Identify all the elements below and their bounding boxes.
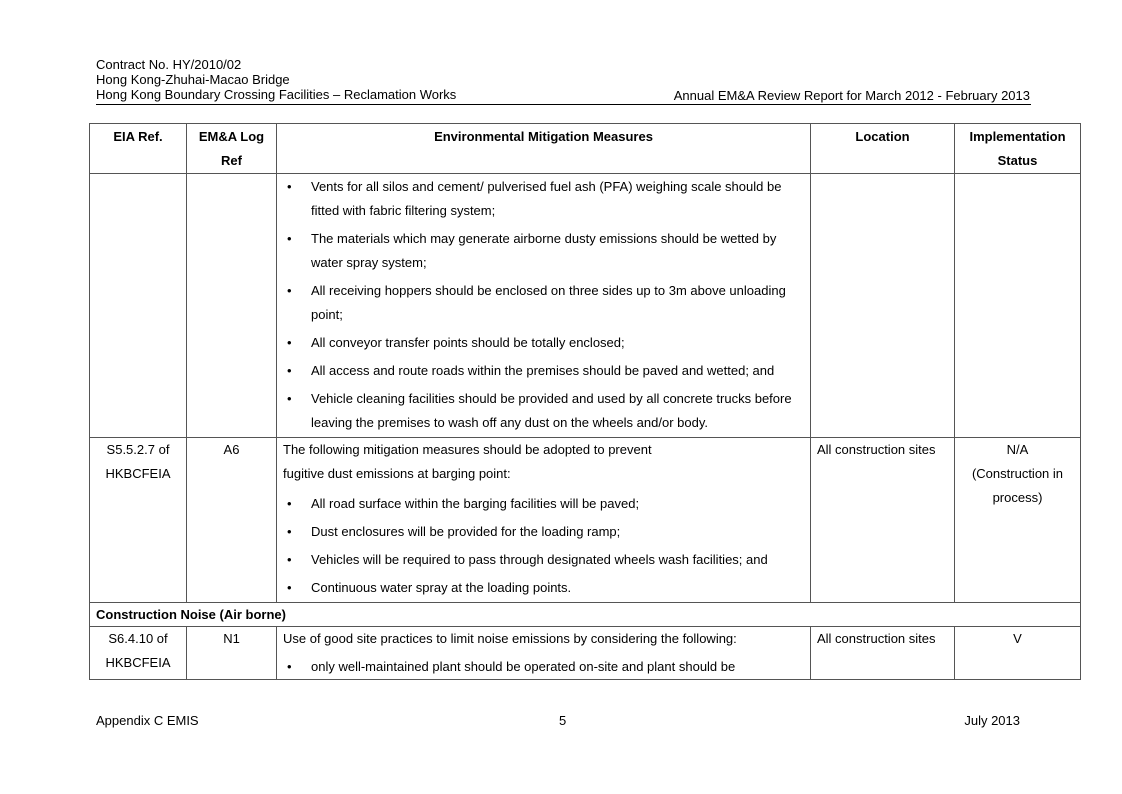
list-item: • only well-maintained plant should be operated on-site and plant should be xyxy=(283,655,798,679)
page-number: 5 xyxy=(559,713,567,728)
measures-cell xyxy=(277,174,811,438)
list-item: • All receiving hoppers should be enclosed on three sides up to 3m above unloading point; xyxy=(283,279,798,327)
section-heading-row xyxy=(90,603,1081,627)
measures-intro: The following mitigation measures should be adopted to prevent fugitive dust emissions at barging point: xyxy=(283,442,652,481)
section-heading: Construction Noise (Air borne) xyxy=(90,603,1081,627)
footer-appendix: Appendix C EMIS xyxy=(96,713,199,728)
list-item: • Vehicle cleaning facilities should be provided and used by all concrete trucks before leaving the premises to wash off any dust on the wheels and/or body. xyxy=(283,387,798,435)
col-header-status: Implementation Status xyxy=(955,124,1081,174)
report-title: Annual EM&A Review Report for March 2012 - February 2013 xyxy=(673,88,1030,103)
list-item: • Vents for all silos and cement/ pulverised fuel ash (PFA) weighing scale should be fitted with fabric filtering system; xyxy=(283,175,798,223)
col-header-ema-log-ref: EM&A Log Ref xyxy=(187,124,277,174)
eia-ref-cell: S5.5.2.7 of HKBCFEIA xyxy=(90,438,187,603)
measures-list xyxy=(283,655,804,679)
table-row xyxy=(90,174,1081,438)
status-cell: N/A (Construction in process) xyxy=(955,438,1081,603)
list-item: • Dust enclosures will be provided for the loading ramp; xyxy=(283,520,798,544)
measures-intro: Use of good site practices to limit noise emissions by considering the following: xyxy=(283,631,737,646)
measures-list xyxy=(283,492,804,600)
header-divider xyxy=(96,104,1031,105)
project-name: Hong Kong-Zhuhai-Macao Bridge xyxy=(96,72,290,87)
log-ref-cell: A6 xyxy=(187,438,277,603)
table-header-row xyxy=(90,124,1081,174)
works-name: Hong Kong Boundary Crossing Facilities – Reclamation Works xyxy=(96,87,457,102)
col-header-location: Location xyxy=(811,124,955,174)
col-header-measures: Environmental Mitigation Measures xyxy=(277,124,811,174)
location-cell: All construction sites xyxy=(811,627,955,680)
list-item: • All conveyor transfer points should be totally enclosed; xyxy=(283,331,798,355)
list-item: • Vehicles will be required to pass through designated wheels wash facilities; and xyxy=(283,548,798,572)
status-cell: V xyxy=(955,627,1081,680)
list-item: • Continuous water spray at the loading points. xyxy=(283,576,798,600)
measures-list xyxy=(283,175,804,435)
measures-cell xyxy=(277,438,811,603)
list-item: • The materials which may generate airborne dusty emissions should be wetted by water spray system; xyxy=(283,227,798,275)
eia-ref-cell: S6.4.10 of HKBCFEIA xyxy=(90,627,187,680)
footer-date: July 2013 xyxy=(964,713,1020,728)
mitigation-table xyxy=(89,123,1081,680)
table-row xyxy=(90,438,1081,603)
log-ref-cell: N1 xyxy=(187,627,277,680)
list-item: • All road surface within the barging facilities will be paved; xyxy=(283,492,798,516)
page-header xyxy=(96,57,456,102)
list-item: • All access and route roads within the premises should be paved and wetted; and xyxy=(283,359,798,383)
contract-number: Contract No. HY/2010/02 xyxy=(96,57,242,72)
col-header-eia-ref: EIA Ref. xyxy=(90,124,187,174)
table-row xyxy=(90,627,1081,680)
location-cell: All construction sites xyxy=(811,438,955,603)
measures-cell xyxy=(277,627,811,680)
